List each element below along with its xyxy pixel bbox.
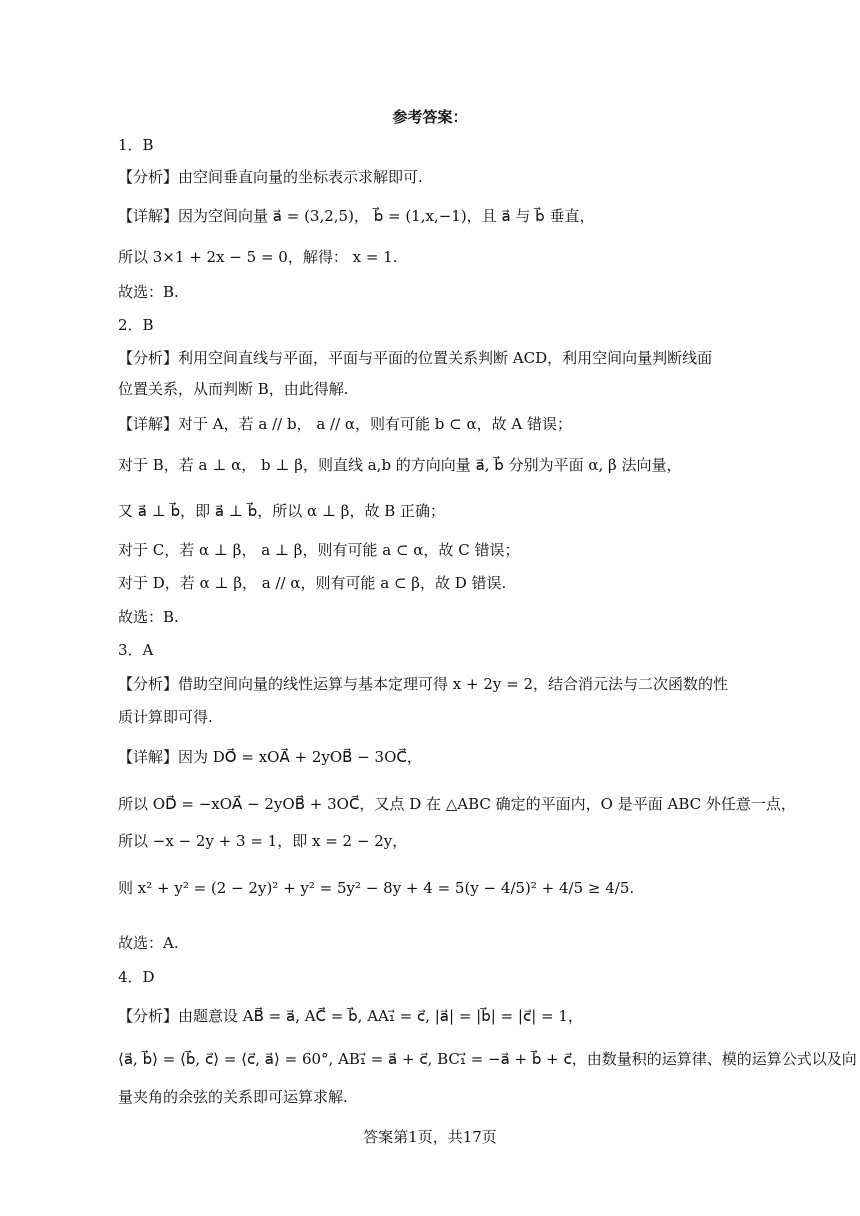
q4-analysis-2: ⟨a⃗, b⃗⟩ = ⟨b⃗, c⃗⟩ = ⟨c⃗, a⃗⟩ = 60°, AB₁⃗ = a⃗ + c⃗, BC₁⃗ = −a⃗ + b⃗ + c⃗，由数量积的运算律、模的运算公式以及向 [118,1050,857,1068]
q1-analysis: 【分析】由空间垂直向量的坐标表示求解即可. [118,168,423,186]
q2-detail-b2: 又 a⃗ ⊥ b⃗，即 a⃗ ⊥ b⃗，所以 α ⊥ β，故 B 正确； [118,502,446,520]
q1-answer: 1．B [118,136,154,154]
page-footer: 答案第1页，共17页 [363,1128,497,1146]
q2-analysis-2: 位置关系，从而判断 B，由此得解. [118,380,349,398]
q3-detail-2: 所以 OD⃗ = −xOA⃗ − 2yOB⃗ + 3OC⃗，又点 D 在 △ABC 确定的平面内，O 是平面 ABC 外任意一点， [118,795,796,813]
q4-analysis-3: 量夹角的余弦的关系即可运算求解. [118,1088,348,1106]
q4-analysis-1: 【分析】由题意设 AB⃗ = a⃗, AC⃗ = b⃗, AA₁⃗ = c⃗, |a⃗| = |b⃗| = |c⃗| = 1， [118,1007,583,1025]
q2-detail-c: 对于 C，若 α ⊥ β， a ⊥ β，则有可能 a ⊂ α，故 C 错误； [118,541,520,559]
page-title: 参考答案： [392,108,468,126]
q2-analysis-1: 【分析】利用空间直线与平面，平面与平面的位置关系判断 ACD，利用空间向量判断线面 [118,349,713,367]
q3-analysis-2: 质计算即可得. [118,708,213,726]
q2-answer: 2．B [118,316,154,334]
q3-analysis-1: 【分析】借助空间向量的线性运算与基本定理可得 x + 2y = 2，结合消元法与二次函数的性 [118,675,729,693]
q3-choice: 故选：A. [118,934,179,952]
q4-answer: 4．D [118,968,155,986]
q3-detail-1: 【详解】因为 DO⃗ = xOA⃗ + 2yOB⃗ − 3OC⃗， [118,748,422,766]
q1-choice: 故选：B. [118,283,179,301]
q1-detail-calc: 所以 3×1 + 2x − 5 = 0，解得： x = 1. [118,248,398,266]
q3-detail-4: 则 x² + y² = (2 − 2y)² + y² = 5y² − 8y + 4 = 5(y − 4/5)² + 4/5 ≥ 4/5. [118,879,635,897]
q2-detail-d: 对于 D，若 α ⊥ β， a // α，则有可能 a ⊂ β，故 D 错误. [118,574,507,592]
q2-detail-b: 对于 B，若 a ⊥ α， b ⊥ β，则直线 a,b 的方向向量 a⃗, b⃗ 分别为平面 α, β 法向量， [118,456,682,474]
q2-detail-a: 【详解】对于 A，若 a // b， a // α，则有可能 b ⊂ α，故 A 错误； [118,415,573,433]
q2-choice: 故选：B. [118,608,179,626]
q3-detail-3: 所以 −x − 2y + 3 = 1，即 x = 2 − 2y， [118,832,408,850]
q1-detail: 【详解】因为空间向量 a⃗ = (3,2,5)， b⃗ = (1,x,−1)，且 a⃗ 与 b⃗ 垂直， [118,207,595,225]
q3-answer: 3．A [118,641,154,659]
